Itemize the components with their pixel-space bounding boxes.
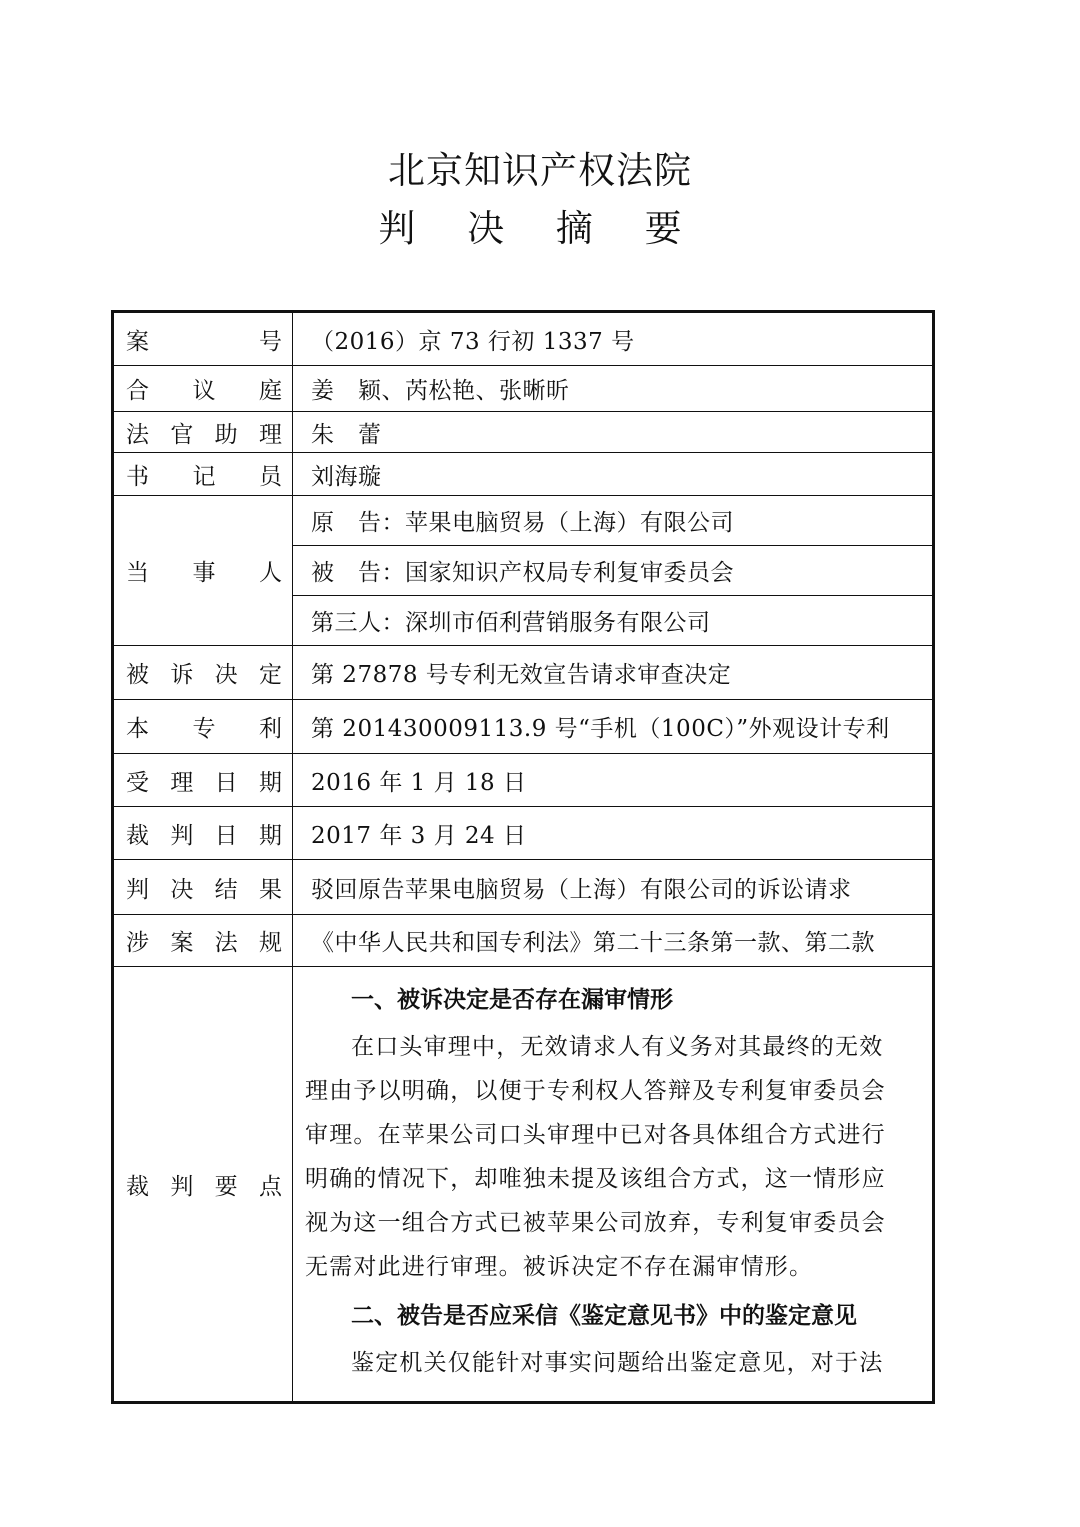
label-char: 案 — [126, 328, 149, 355]
row-filing-date — [113, 754, 934, 807]
assistant-value: 朱 蕾 — [293, 412, 934, 453]
third-party-value: 第三人：深圳市佰利营销服务有限公司 — [293, 596, 934, 646]
filing-date-value: 2016 年 1 月 18 日 — [293, 754, 934, 807]
label-char: 诉 — [170, 662, 194, 688]
row-decision — [113, 646, 934, 700]
label-char: 当 — [126, 560, 149, 586]
row-laws — [113, 915, 934, 967]
label-char: 利 — [259, 716, 282, 742]
panel-value: 姜 颖、芮松艳、张晰昕 — [293, 366, 934, 412]
label-char: 涉 — [126, 930, 149, 956]
clerk-value: 刘海璇 — [293, 453, 934, 496]
label-char: 裁 — [126, 822, 149, 849]
document-type: 判 决 摘 要 — [378, 207, 702, 250]
parties-label — [113, 496, 293, 646]
result-value: 驳回原告苹果电脑贸易（上海）有限公司的诉讼请求 — [293, 860, 934, 915]
label-char: 决 — [170, 876, 194, 903]
label-char: 要 — [214, 1173, 238, 1200]
label-char: 点 — [258, 1173, 282, 1200]
section-2-paragraph — [305, 1341, 922, 1385]
label-char: 判 — [126, 876, 149, 903]
paragraph-line: 审理。在苹果公司口头审理中已对各具体组合方式进行 — [305, 1122, 886, 1148]
label-char: 案 — [170, 930, 194, 956]
label-char: 日 — [214, 822, 238, 849]
label-char: 法 — [214, 930, 238, 956]
key-points-body — [293, 967, 934, 1403]
defendant-value: 被 告：国家知识产权局专利复审委员会 — [293, 546, 934, 596]
label-char: 判 — [170, 822, 194, 849]
row-plaintiff — [113, 496, 934, 546]
label-char: 专 — [192, 716, 216, 742]
label-char: 结 — [214, 876, 238, 903]
paragraph-line: 视为这一组合方式已被苹果公司放弃，专利复审委员会 — [305, 1210, 886, 1236]
filing-date-label — [113, 754, 293, 807]
row-case-number — [113, 312, 934, 366]
judgment-date-value: 2017 年 3 月 24 日 — [293, 807, 934, 860]
label-char: 期 — [258, 769, 282, 796]
label-char: 裁 — [126, 1173, 149, 1200]
patent-label — [113, 700, 293, 754]
row-clerk — [113, 453, 934, 496]
paragraph-line: 在口头审理中，无效请求人有义务对其最终的无效 — [351, 1034, 884, 1060]
laws-label — [113, 915, 293, 967]
case-summary-table — [111, 310, 935, 1404]
paragraph-line: 无需对此进行审理。被诉决定不存在漏审情形。 — [305, 1254, 814, 1280]
panel-label — [113, 366, 293, 412]
judgment-date-label — [113, 807, 293, 860]
section-1-heading: 一、被诉决定是否存在漏审情形 — [351, 987, 673, 1013]
row-patent — [113, 700, 934, 754]
row-judgment-date — [113, 807, 934, 860]
label-char: 人 — [259, 560, 282, 586]
laws-value: 《中华人民共和国专利法》第二十三条第一款、第二款 — [293, 915, 934, 967]
label-char: 书 — [126, 463, 149, 490]
paragraph-line: 明确的情况下，却唯独未提及该组合方式，这一情形应 — [305, 1166, 886, 1192]
plaintiff-value: 原 告：苹果电脑贸易（上海）有限公司 — [293, 496, 934, 546]
section-1-paragraph — [305, 1025, 922, 1289]
row-result — [113, 860, 934, 915]
section-2-heading: 二、被告是否应采信《鉴定意见书》中的鉴定意见 — [351, 1303, 857, 1329]
label-char: 事 — [192, 560, 216, 586]
label-char: 被 — [126, 662, 149, 688]
label-char: 本 — [126, 716, 149, 742]
label-char: 规 — [258, 930, 282, 956]
label-char: 号 — [259, 328, 282, 355]
label-char: 日 — [214, 769, 238, 796]
court-name: 北京知识产权法院 — [388, 149, 692, 192]
label-char: 决 — [214, 662, 238, 688]
patent-value: 第 201430009113.9 号“手机（100C）”外观设计专利 — [293, 700, 934, 754]
case-number-label — [113, 312, 293, 366]
label-char: 定 — [258, 662, 282, 688]
label-char: 官 — [170, 421, 194, 448]
row-key-points — [113, 967, 934, 1403]
label-char: 合 — [126, 378, 149, 404]
label-char: 议 — [192, 378, 216, 404]
result-label — [113, 860, 293, 915]
label-char: 记 — [192, 463, 216, 490]
label-char: 受 — [126, 769, 149, 796]
label-char: 员 — [259, 463, 282, 490]
paragraph-line: 鉴定机关仅能针对事实问题给出鉴定意见，对于法 — [351, 1350, 884, 1376]
decision-value: 第 27878 号专利无效宣告请求审查决定 — [293, 646, 934, 700]
paragraph-line: 理由予以明确，以便于专利权人答辩及专利复审委员会 — [305, 1078, 886, 1104]
label-char: 期 — [258, 822, 282, 849]
row-assistant — [113, 412, 934, 453]
decision-label — [113, 646, 293, 700]
key-points-label — [113, 967, 293, 1403]
label-char: 判 — [170, 1173, 194, 1200]
assistant-label — [113, 412, 293, 453]
label-char: 果 — [258, 876, 282, 903]
clerk-label — [113, 453, 293, 496]
label-char: 理 — [258, 421, 282, 448]
label-char: 助 — [214, 421, 238, 448]
case-number-value: （2016）京 73 行初 1337 号 — [293, 312, 934, 366]
row-panel — [113, 366, 934, 412]
label-char: 理 — [170, 769, 194, 796]
label-char: 庭 — [259, 378, 282, 404]
label-char: 法 — [126, 421, 149, 448]
